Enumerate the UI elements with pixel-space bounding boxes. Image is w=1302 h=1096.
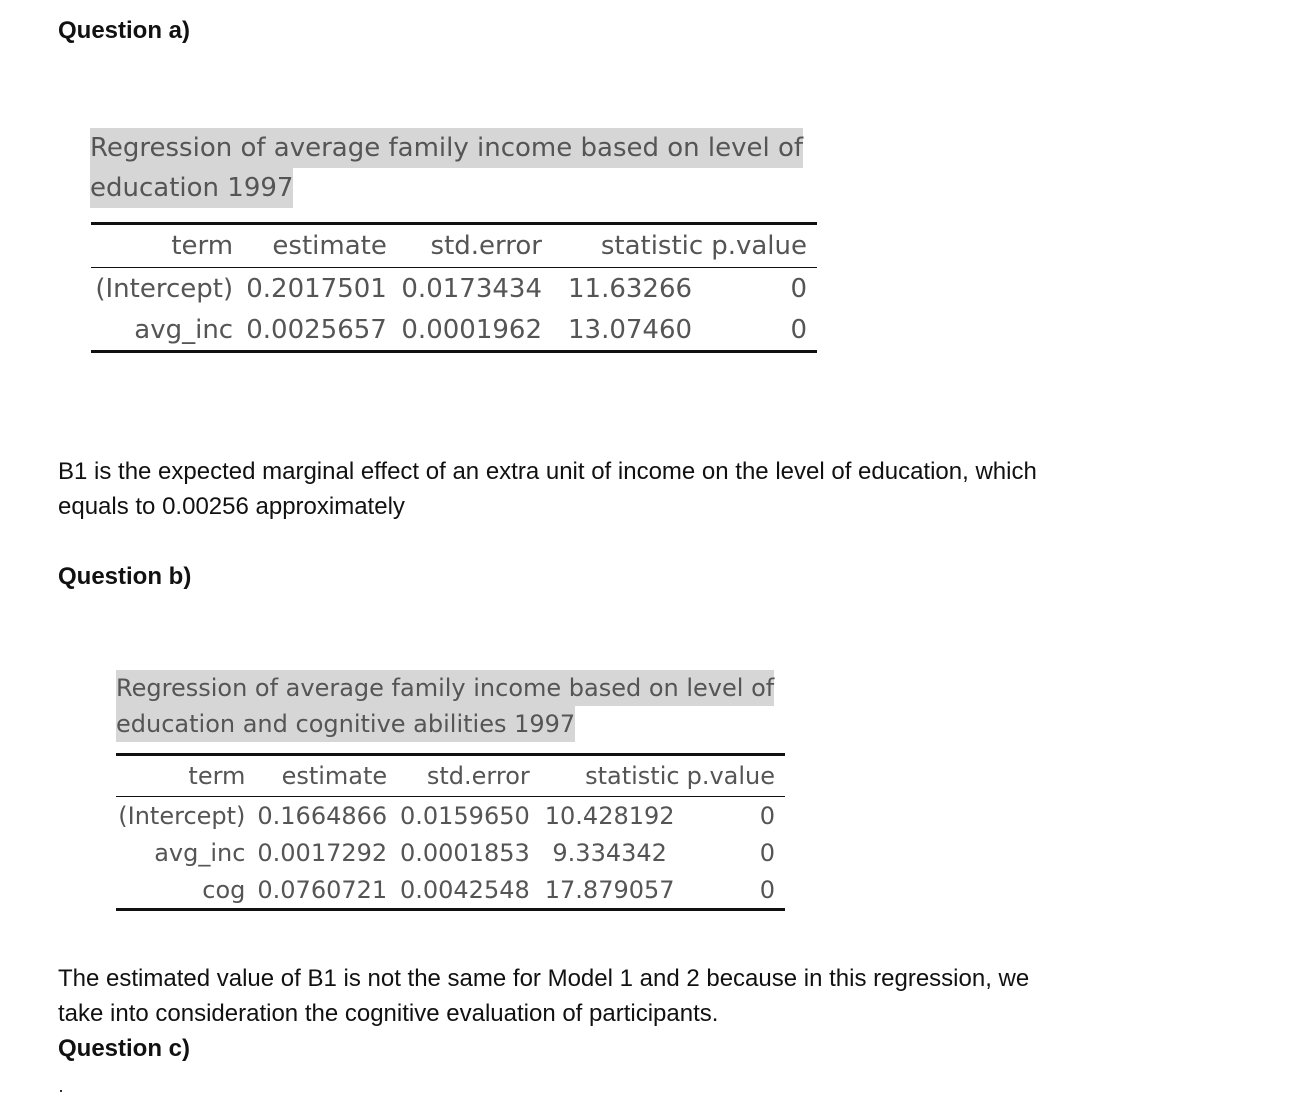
col-header-statistic: statistic xyxy=(550,224,711,268)
question-a-heading: Question a) xyxy=(58,17,191,44)
cell-std-error: 0.0001962 xyxy=(401,314,542,345)
cell-term: (Intercept) xyxy=(118,801,246,830)
cell-statistic: 10.428192 xyxy=(544,801,675,830)
text-cursor-dot xyxy=(60,1090,62,1092)
table-row xyxy=(116,797,785,835)
cell-estimate: 0.0017292 xyxy=(257,838,388,867)
cell-p-value: 0 xyxy=(790,273,807,304)
col-header-std-error: std.error xyxy=(395,224,550,268)
cell-p-value: 0 xyxy=(759,875,775,904)
cell-term: (Intercept) xyxy=(95,273,234,304)
col-header-estimate: estimate xyxy=(241,224,395,268)
table-header-row xyxy=(91,224,817,268)
cell-p-value: 0 xyxy=(790,314,807,345)
table-row xyxy=(91,268,817,310)
cell-std-error: 0.0001853 xyxy=(399,838,530,867)
answer-a-line1: B1 is the expected marginal effect of an extra unit of income on the level of education, which xyxy=(58,458,1037,485)
table-row xyxy=(116,871,785,910)
col-header-p-value: p.value xyxy=(711,224,817,268)
table2-caption-line1: Regression of average family income based on level of xyxy=(116,670,774,706)
question-b-heading: Question b) xyxy=(58,563,192,590)
cell-p-value: 0 xyxy=(759,801,775,830)
answer-b-line2: take into consideration the cognitive evaluation of participants. xyxy=(58,1000,719,1027)
col-header-std-error: std.error xyxy=(394,755,537,797)
question-c-heading: Question c) xyxy=(58,1035,191,1062)
cell-estimate: 0.2017501 xyxy=(246,273,387,304)
cell-term: avg_inc xyxy=(134,314,234,345)
cell-std-error: 0.0159650 xyxy=(399,801,530,830)
answer-b-line1: The estimated value of B1 is not the same for Model 1 and 2 because in this regression, we xyxy=(58,965,1030,992)
cell-estimate: 0.0025657 xyxy=(246,314,387,345)
table2-caption xyxy=(116,670,774,742)
cell-std-error: 0.0042548 xyxy=(399,875,530,904)
cell-term: cog xyxy=(202,875,246,904)
table-row xyxy=(91,309,817,352)
cell-statistic: 11.63266 xyxy=(568,273,693,304)
regression-table-1 xyxy=(91,222,817,353)
cell-statistic: 9.334342 xyxy=(544,838,667,867)
table1-caption-line1: Regression of average family income based on level of xyxy=(90,128,803,168)
cell-p-value: 0 xyxy=(759,838,775,867)
col-header-estimate: estimate xyxy=(252,755,394,797)
col-header-statistic: statistic xyxy=(537,755,687,797)
cell-estimate: 0.0760721 xyxy=(257,875,388,904)
cell-estimate: 0.1664866 xyxy=(257,801,388,830)
col-header-p-value: p.value xyxy=(687,755,785,797)
cell-std-error: 0.0173434 xyxy=(401,273,542,304)
cell-statistic: 13.07460 xyxy=(568,314,693,345)
table1-caption xyxy=(90,128,803,208)
table1-caption-line2: education 1997 xyxy=(90,168,293,208)
table2-caption-line2: education and cognitive abilities 1997 xyxy=(116,706,575,742)
cell-statistic: 17.879057 xyxy=(544,875,675,904)
answer-a-line2: equals to 0.00256 approximately xyxy=(58,493,405,520)
regression-table-2 xyxy=(116,753,785,911)
table-row xyxy=(116,834,785,871)
col-header-term: term xyxy=(91,224,241,268)
table-header-row xyxy=(116,755,785,797)
col-header-term: term xyxy=(116,755,252,797)
cell-term: avg_inc xyxy=(154,838,246,867)
